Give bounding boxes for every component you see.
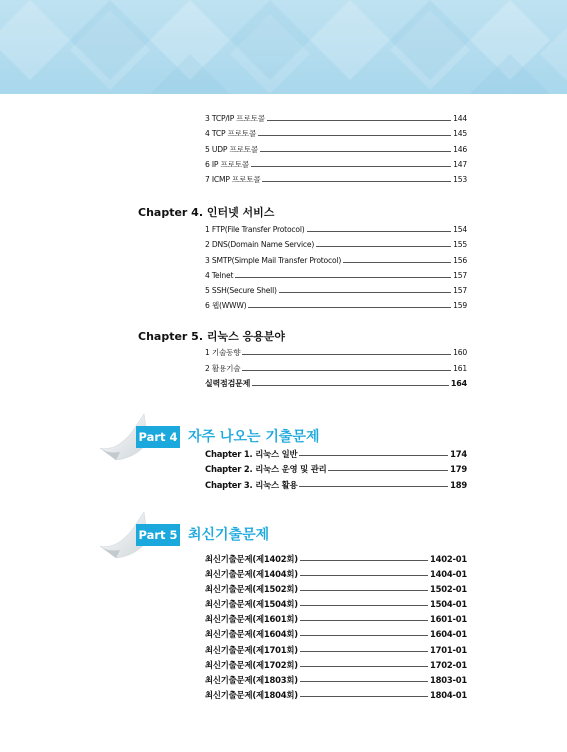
toc-entry[interactable]	[205, 660, 467, 670]
toc-entry[interactable]	[205, 175, 467, 185]
dot-leader	[307, 231, 452, 232]
dot-leader	[242, 370, 451, 371]
entry-page: 1402-01	[429, 554, 467, 564]
entry-title: 실력점검문제	[205, 379, 251, 388]
entry-page: 160	[453, 348, 467, 357]
toc-entry[interactable]	[205, 584, 467, 594]
dot-leader	[300, 681, 428, 682]
entry-page: 189	[450, 480, 467, 490]
entry-title: Chapter 2. 리눅스 운영 및 관리	[205, 464, 327, 474]
entry-page: 161	[453, 364, 467, 373]
toc-entry[interactable]	[205, 599, 467, 609]
toc-entry[interactable]	[205, 554, 467, 564]
dot-leader	[328, 470, 448, 471]
entry-page: 157	[453, 286, 467, 295]
dot-leader	[299, 486, 448, 487]
entry-page: 153	[453, 175, 467, 184]
toc-entry[interactable]	[205, 629, 467, 639]
entry-title: 최신기출문제(제1803회)	[205, 675, 298, 685]
part-title: 자주 나오는 기출문제	[188, 429, 320, 445]
entry-title: Chapter 1. 리눅스 일반	[205, 449, 298, 459]
toc-entry[interactable]	[205, 690, 467, 700]
entry-title: 3 TCP/IP 프로토콜	[205, 114, 265, 123]
entry-page: 1804-01	[429, 690, 467, 700]
entry-page: 1701-01	[429, 645, 467, 655]
chapter-heading[interactable]: Chapter 4. 인터넷 서비스	[138, 206, 275, 219]
toc-entry[interactable]	[205, 464, 467, 474]
entry-page: 1502-01	[429, 584, 467, 594]
toc-entry[interactable]	[205, 301, 467, 311]
dot-leader	[279, 292, 451, 293]
entry-title: 1 기술동향	[205, 348, 241, 357]
entry-page: 1601-01	[429, 614, 467, 624]
dot-leader	[300, 560, 428, 561]
entry-page: 164	[450, 379, 467, 388]
toc-entry[interactable]	[205, 348, 467, 358]
dot-leader	[299, 455, 448, 456]
toc-entry[interactable]	[205, 480, 467, 490]
toc-entry[interactable]	[205, 569, 467, 579]
toc-entry[interactable]	[205, 129, 467, 139]
entry-title: 2 DNS(Domain Name Service)	[205, 240, 315, 249]
entry-title: 최신기출문제(제1601회)	[205, 614, 298, 624]
toc-entry[interactable]	[205, 449, 467, 459]
toc-entry[interactable]	[205, 145, 467, 155]
entry-page: 144	[453, 114, 467, 123]
entry-page: 157	[453, 271, 467, 280]
entry-page: 147	[453, 160, 467, 169]
entry-title: 6 웹(WWW)	[205, 301, 247, 310]
entry-title: 5 SSH(Secure Shell)	[205, 286, 277, 295]
entry-title: 3 SMTP(Simple Mail Transfer Protocol)	[205, 256, 342, 265]
entry-page: 156	[453, 256, 467, 265]
toc-entry[interactable]	[205, 614, 467, 624]
dot-leader	[258, 135, 451, 136]
entry-title: 4 TCP 프로토콜	[205, 129, 257, 138]
entry-title: 최신기출문제(제1702회)	[205, 660, 298, 670]
dot-leader	[343, 262, 451, 263]
chapter-heading[interactable]: Chapter 5. 리눅스 응용분야	[138, 330, 286, 343]
dot-leader	[300, 696, 428, 697]
toc-entry[interactable]	[205, 256, 467, 266]
dot-leader	[300, 605, 428, 606]
entry-title: 최신기출문제(제1504회)	[205, 599, 298, 609]
entry-title: 5 UDP 프로토콜	[205, 145, 258, 154]
entry-title: 최신기출문제(제1404회)	[205, 569, 298, 579]
toc-entry[interactable]	[205, 645, 467, 655]
entry-title: Chapter 3. 리눅스 활용	[205, 480, 298, 490]
entry-title: 최신기출문제(제1804회)	[205, 690, 298, 700]
dot-leader	[267, 120, 451, 121]
dot-leader	[260, 151, 451, 152]
toc-entry[interactable]	[205, 160, 467, 170]
toc-entry[interactable]	[205, 379, 467, 389]
entry-page: 154	[453, 225, 467, 234]
dot-leader	[262, 181, 451, 182]
dot-leader	[300, 590, 428, 591]
entry-page: 179	[450, 464, 467, 474]
dot-leader	[242, 354, 451, 355]
entry-title: 최신기출문제(제1604회)	[205, 629, 298, 639]
entry-page: 174	[450, 449, 467, 459]
entry-page: 1504-01	[429, 599, 467, 609]
toc-entry[interactable]	[205, 271, 467, 281]
dot-leader	[316, 246, 451, 247]
part-label: Part 4	[136, 426, 180, 448]
entry-page: 1803-01	[429, 675, 467, 685]
entry-page: 1702-01	[429, 660, 467, 670]
dot-leader	[248, 307, 451, 308]
toc-entry[interactable]	[205, 225, 467, 235]
dot-leader	[252, 385, 449, 386]
part-label: Part 5	[136, 524, 180, 546]
entry-page: 145	[453, 129, 467, 138]
entry-title: 4 Telnet	[205, 271, 234, 280]
toc-entry[interactable]	[205, 114, 467, 124]
entry-page: 1604-01	[429, 629, 467, 639]
entry-page: 155	[453, 240, 467, 249]
dot-leader	[300, 620, 428, 621]
dot-leader	[300, 666, 428, 667]
entry-page: 159	[453, 301, 467, 310]
toc-entry[interactable]	[205, 675, 467, 685]
dot-leader	[300, 651, 428, 652]
entry-page: 146	[453, 145, 467, 154]
toc-entry[interactable]	[205, 364, 467, 374]
entry-title: 7 ICMP 프로토콜	[205, 175, 261, 184]
dot-leader	[300, 575, 428, 576]
dot-leader	[235, 277, 451, 278]
entry-page: 1404-01	[429, 569, 467, 579]
entry-title: 2 활용기술	[205, 364, 241, 373]
dot-leader	[300, 635, 428, 636]
entry-title: 최신기출문제(제1502회)	[205, 584, 298, 594]
entry-title: 최신기출문제(제1701회)	[205, 645, 298, 655]
entry-title: 6 IP 프로토콜	[205, 160, 250, 169]
toc-entry[interactable]	[205, 286, 467, 296]
dot-leader	[251, 166, 451, 167]
part-title: 최신기출문제	[188, 527, 270, 543]
toc-entry[interactable]	[205, 240, 467, 250]
entry-title: 최신기출문제(제1402회)	[205, 554, 298, 564]
entry-title: 1 FTP(File Transfer Protocol)	[205, 225, 305, 234]
